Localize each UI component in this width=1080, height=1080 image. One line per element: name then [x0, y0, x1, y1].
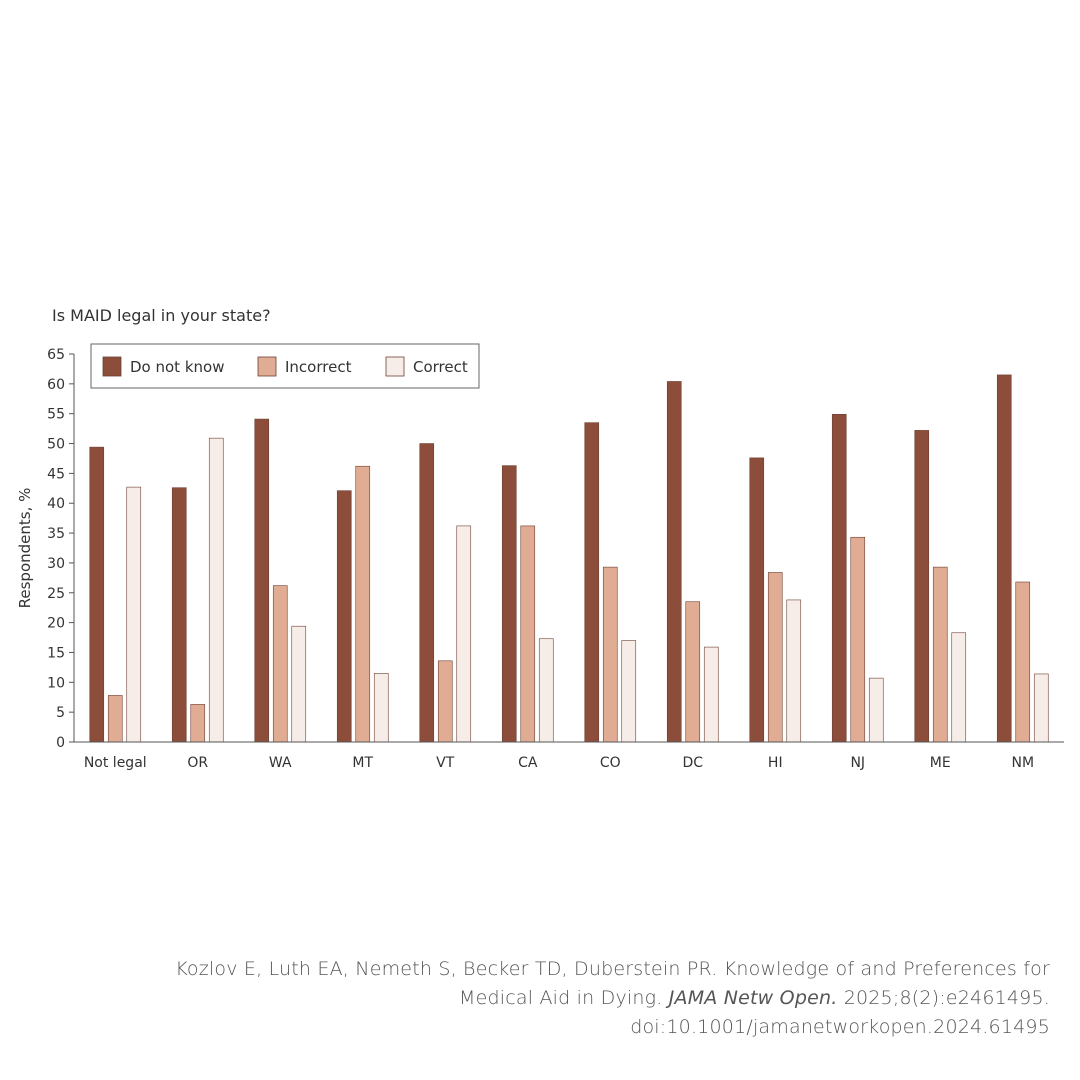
bar-correct-co — [622, 641, 636, 742]
citation-line-1: Kozlov E, Luth EA, Nemeth S, Becker TD, Duberstein PR. Knowledge of and Preferences for — [175, 958, 1050, 980]
y-tick-label: 55 — [47, 406, 65, 423]
y-tick-label: 30 — [47, 555, 65, 572]
y-tick-label: 50 — [47, 436, 65, 453]
y-tick-label: 25 — [47, 585, 65, 602]
bar-incorrect-nm — [1016, 582, 1030, 742]
x-tick-label: CA — [518, 755, 538, 771]
x-tick-label: HI — [767, 755, 783, 771]
citation — [50, 955, 1050, 1042]
legend-label: Incorrect — [285, 358, 352, 376]
bar-do-not-know-me — [915, 430, 929, 742]
citation-volume: 2025;8(2):e2461495. — [837, 987, 1050, 1009]
y-tick-label: 15 — [47, 645, 65, 662]
bar-do-not-know-co — [585, 423, 599, 742]
citation-journal: JAMA Netw Open. — [668, 987, 838, 1009]
y-tick-label: 45 — [47, 466, 65, 483]
bar-incorrect-ca — [521, 526, 535, 742]
bar-do-not-know-ca — [502, 466, 516, 742]
x-tick-label: WA — [268, 755, 292, 771]
x-tick-label: VT — [436, 755, 455, 771]
bar-correct-mt — [374, 673, 388, 742]
legend-swatch-incorrect — [258, 357, 276, 376]
x-tick-label: NM — [1011, 755, 1035, 771]
legend-label: Correct — [413, 358, 468, 376]
bar-do-not-know-mt — [337, 491, 351, 742]
bar-correct-nm — [1034, 674, 1048, 742]
bar-do-not-know-not-legal — [90, 447, 104, 742]
y-tick-label: 5 — [56, 705, 65, 722]
bar-incorrect-dc — [686, 602, 700, 742]
bar-incorrect-hi — [768, 572, 782, 742]
bar-do-not-know-or — [172, 488, 186, 742]
bars-group — [90, 375, 1049, 742]
bar-do-not-know-dc — [667, 381, 681, 742]
bar-incorrect-not-legal — [108, 695, 122, 742]
x-tick-label: Not legal — [83, 755, 147, 771]
chart-title: Is MAID legal in your state? — [52, 306, 271, 325]
bar-do-not-know-hi — [750, 458, 764, 742]
bar-correct-ca — [539, 639, 553, 742]
bar-do-not-know-nj — [832, 414, 846, 742]
y-axis — [47, 347, 74, 751]
bar-correct-or — [209, 438, 223, 742]
bar-do-not-know-wa — [255, 419, 269, 742]
y-axis-label: Respondents, % — [16, 487, 34, 609]
legend-swatch-correct — [386, 357, 404, 376]
x-axis — [74, 742, 1064, 771]
y-tick-label: 35 — [47, 526, 65, 543]
bar-correct-me — [952, 633, 966, 742]
y-tick-label: 20 — [47, 615, 65, 632]
bar-correct-vt — [457, 526, 471, 742]
bar-incorrect-vt — [438, 661, 452, 742]
y-tick-label: 40 — [47, 496, 65, 513]
x-tick-label: CO — [599, 755, 621, 771]
bar-do-not-know-nm — [997, 375, 1011, 742]
bar-incorrect-co — [603, 567, 617, 742]
x-tick-label: NJ — [850, 755, 866, 771]
y-tick-label: 60 — [47, 376, 65, 393]
bar-correct-hi — [787, 600, 801, 742]
citation-authors-title: Medical Aid in Dying. — [459, 987, 669, 1009]
bar-incorrect-nj — [851, 537, 865, 742]
bar-incorrect-mt — [356, 466, 370, 742]
bar-correct-dc — [704, 647, 718, 742]
bar-incorrect-or — [191, 704, 205, 742]
legend — [91, 344, 479, 388]
y-tick-label: 65 — [47, 347, 65, 363]
x-tick-label: ME — [929, 755, 951, 771]
bar-do-not-know-vt — [420, 444, 434, 742]
bar-incorrect-me — [933, 567, 947, 742]
y-tick-label: 10 — [47, 675, 65, 692]
bar-correct-not-legal — [127, 487, 141, 742]
bar-correct-nj — [869, 678, 883, 742]
y-tick-label: 0 — [56, 735, 65, 751]
bar-correct-wa — [292, 626, 306, 742]
bar-incorrect-wa — [273, 586, 287, 742]
citation-doi: doi:10.1001/jamanetworkopen.2024.61495 — [630, 1016, 1050, 1038]
x-tick-label: MT — [352, 755, 374, 771]
legend-label: Do not know — [130, 358, 225, 376]
x-tick-label: OR — [187, 755, 209, 771]
citation-line-2 — [50, 984, 1050, 1013]
legend-swatch-do-not-know — [103, 357, 121, 376]
x-tick-label: DC — [682, 755, 704, 771]
